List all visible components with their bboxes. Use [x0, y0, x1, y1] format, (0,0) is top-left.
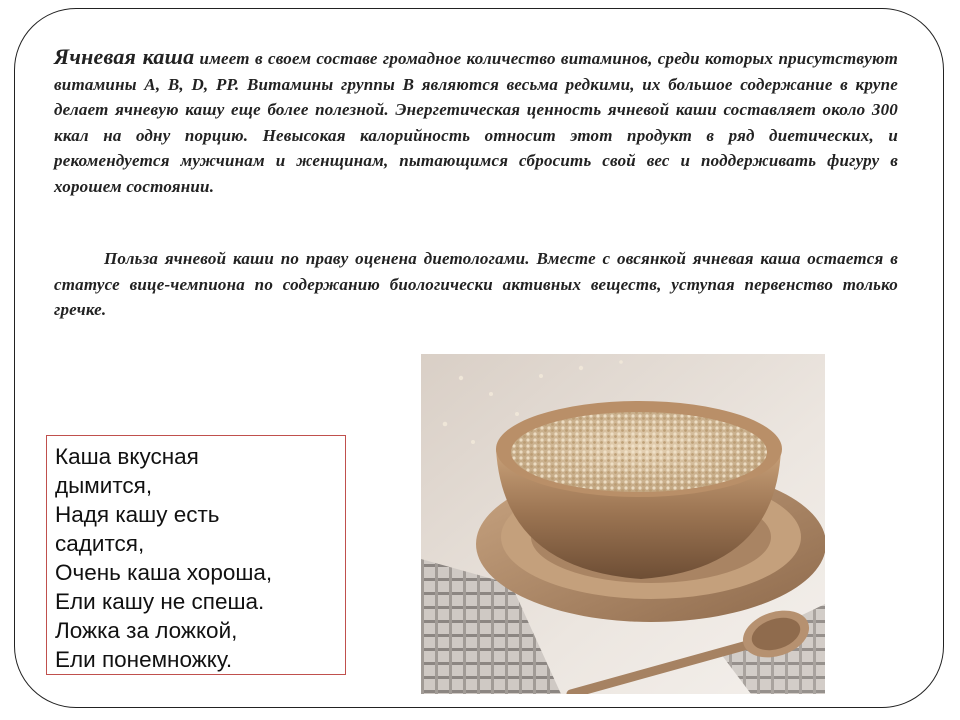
porridge-photo	[421, 354, 825, 694]
intro-paragraph	[54, 44, 898, 200]
poem-line: дымится,	[55, 473, 153, 498]
intro-text: имеет в своем составе громадное количество витаминов, среди которых присутствуют витамины А, В, D, PP. Витамины группы В являются весьма редкими, их большое содержание в крупе делает ячневую кашу еще более полезной. Энергетическая ценность ячневой каши составляет около 300 ккал на одну порцию. Невысокая калорийность относит этот продукт в ряд диетических, и рекомендуется мужчинам и женщинам, пытающимся сбросить свой вес и поддерживать фигуру в хорошем состоянии.	[54, 49, 898, 196]
poem-line: Каша вкусная	[55, 444, 199, 469]
poem-line: садится,	[55, 531, 145, 556]
poem-line: Надя кашу есть	[55, 502, 220, 527]
poem-line: Очень каша хороша,	[55, 560, 273, 585]
poem-line: Ложка за ложкой,	[55, 618, 238, 643]
poem-box	[46, 435, 346, 675]
benefit-paragraph: Польза ячневой каши по праву оценена диетологами. Вместе с овсянкой ячневая каша остается в статусе вице-чемпиона по содержанию биологически активных веществ, уступая первенство только гречке.	[54, 249, 898, 320]
poem-line: Ели кашу не спеша.	[55, 589, 265, 614]
poem-line: Ели понемножку.	[55, 647, 233, 672]
intro-lead: Ячневая каша	[54, 44, 195, 69]
